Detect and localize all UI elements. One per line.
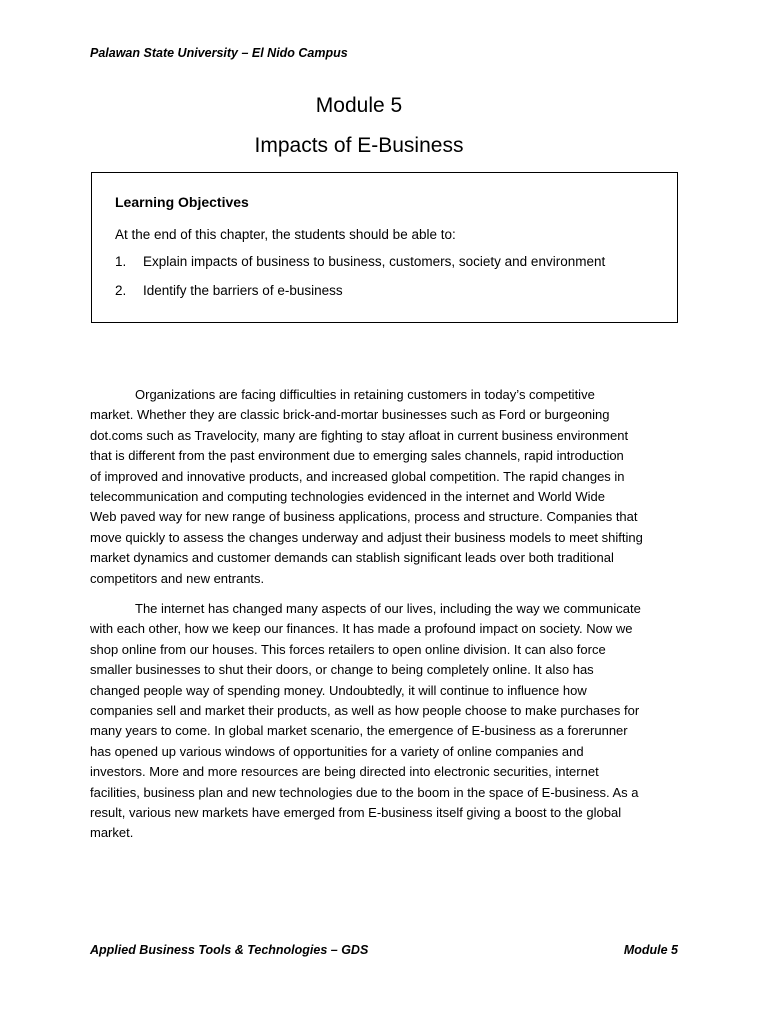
learning-objectives-list (115, 247, 605, 305)
objective-item (115, 276, 605, 305)
paragraph-line: market. (90, 825, 134, 841)
paragraph-line: smaller businesses to shut their doors, or change to being completely online. It also has (90, 662, 594, 678)
learning-objectives-box (91, 172, 678, 323)
learning-objectives-intro: At the end of this chapter, the students should be able to: (115, 227, 456, 242)
objective-text: Identify the barriers of e-business (143, 283, 343, 298)
paragraph-line: dot.coms such as Travelocity, many are fighting to stay afloat in current business environment (90, 427, 629, 443)
paragraph-line: that is different from the past environment due to emerging sales channels, rapid introduction (90, 448, 624, 464)
paragraph-line: market. Whether they are classic brick-and-mortar businesses such as Ford or burgeoning (90, 407, 610, 423)
paragraph-line: market dynamics and customer demands can stablish significant leads over both traditional (90, 550, 614, 566)
page-footer-module: Module 5 (623, 943, 678, 957)
paragraph-line: telecommunication and computing technologies evidenced in the internet and World Wide (90, 489, 606, 505)
paragraph-line: with each other, how we keep our finances. It has made a profound impact on society. Now we (90, 621, 633, 637)
paragraph-line: Web paved way for new range of business applications, process and structure. Companies that (90, 509, 638, 525)
paragraph-line: move quickly to assess the changes underway and adjust their business models to meet shifting (90, 529, 643, 545)
paragraph-line: of improved and innovative products, and increased global competition. The rapid changes in (90, 468, 625, 484)
objective-text: Explain impacts of business to business, customers, society and environment (143, 254, 606, 269)
page-header-institution: Palawan State University – El Nido Campus (90, 46, 348, 60)
module-number-title: Module 5 (315, 94, 403, 117)
objective-item (115, 247, 605, 276)
paragraph-line: shop online from our houses. This forces retailers to open online division. It can also force (90, 641, 606, 657)
paragraph-line: has opened up various windows of opportunities for a variety of online companies and (90, 743, 584, 759)
paragraph-line: The internet has changed many aspects of our lives, including the way we communicate (135, 601, 641, 616)
body-paragraph-2 (90, 599, 680, 844)
paragraph-line: facilities, business plan and new technologies due to the boom in the space of E-business. As a (90, 784, 639, 800)
paragraph-line: many years to come. In global market scenario, the emergence of E-business as a forerunner (90, 723, 628, 739)
body-paragraph-1 (90, 385, 680, 589)
objective-number: 1. (115, 254, 127, 269)
paragraph-line: investors. More and more resources are being directed into electronic securities, internet (90, 764, 599, 780)
paragraph-line: result, various new markets have emerged from E-business itself giving a boost to the global (90, 805, 622, 821)
paragraph-line: competitors and new entrants. (90, 570, 265, 586)
objective-number: 2. (115, 283, 127, 298)
paragraph-line: changed people way of spending money. Undoubtedly, it will continue to influence how (90, 682, 587, 698)
paragraph-line: companies sell and market their products, as well as how people choose to make purchases for (90, 703, 640, 719)
module-topic-title: Impacts of E-Business (254, 134, 464, 157)
page-footer-course: Applied Business Tools & Technologies – GDS (90, 943, 369, 957)
paragraph-line: Organizations are facing difficulties in retaining customers in today’s competitive (135, 387, 595, 402)
learning-objectives-heading: Learning Objectives (115, 194, 249, 210)
